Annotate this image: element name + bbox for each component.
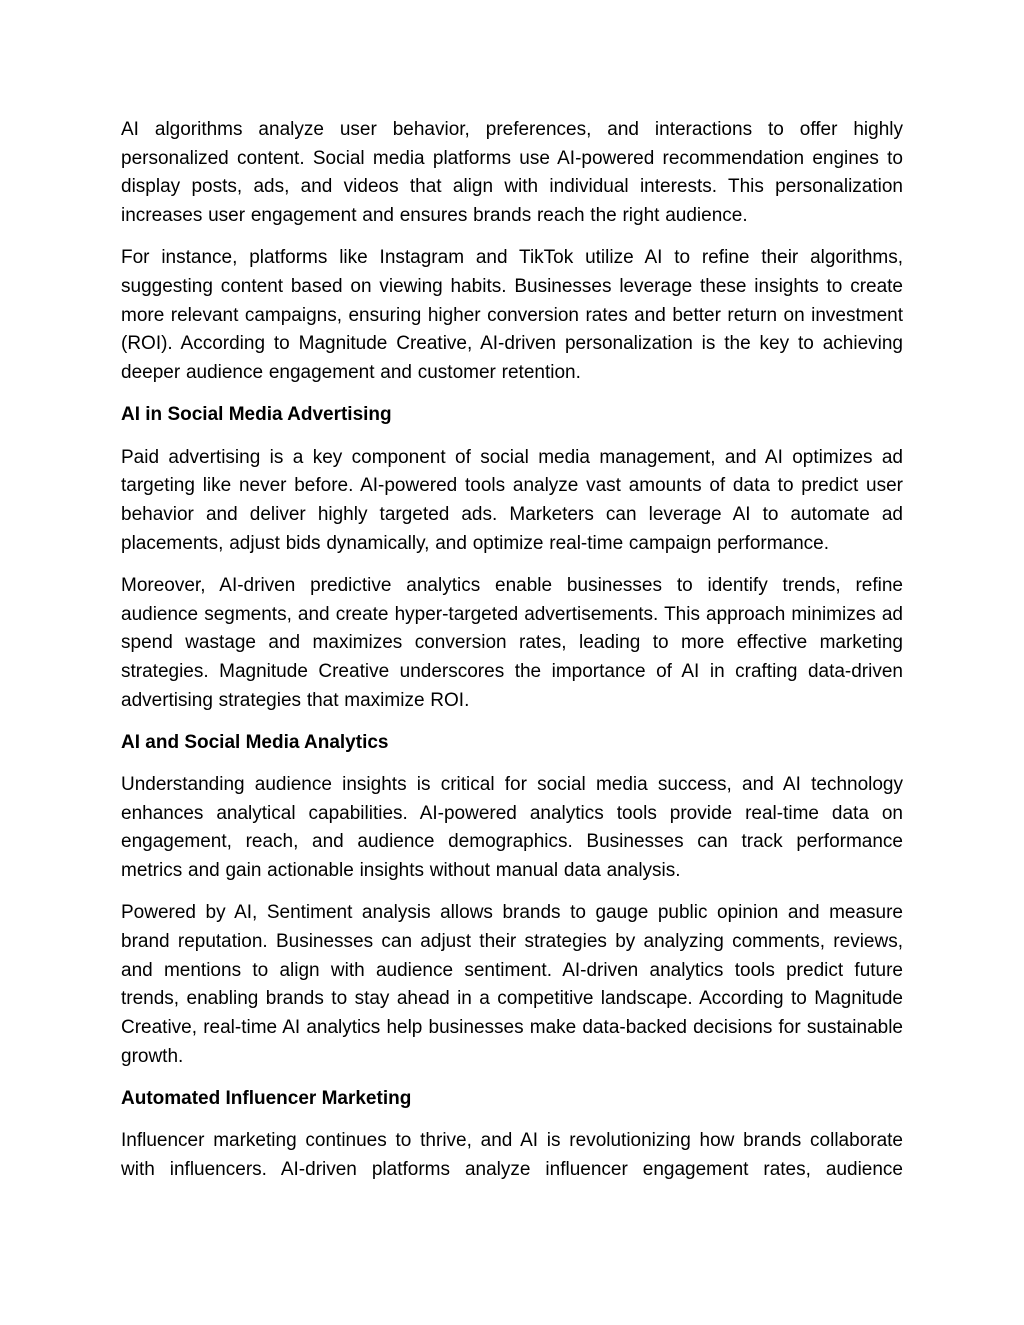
paragraph-audience-insights: Understanding audience insights is critical for social media success, and AI technology enhances analytical capabilities. AI-powered analytics tools provide real-time data on engagement, reach, and audience demographics. Businesses can track performance metrics and gain actionable insights without manual data analysis. bbox=[121, 774, 903, 882]
document-body bbox=[121, 116, 903, 1198]
heading-ai-and-social-media-analytics: AI and Social Media Analytics bbox=[121, 731, 389, 753]
paragraph-influencer-marketing: Influencer marketing continues to thrive, and AI is revolutionizing how brands collaborate with influencers. AI-driven platforms analyze influencer engagement rates, audience bbox=[121, 1130, 903, 1180]
paragraph-platform-examples: For instance, platforms like Instagram and TikTok utilize AI to refine their algorithms, suggesting content based on viewing habits. Businesses leverage these insights to create more relevant campaigns, ensuring higher conversion rates and better return on investment (ROI). According to Magnitude Creative, AI-driven personalization is the key to achieving deeper audience engagement and customer retention. bbox=[121, 247, 903, 384]
paragraph-paid-advertising: Paid advertising is a key component of social media management, and AI optimizes ad targeting like never before. AI-powered tools analyze vast amounts of data to predict user behavior and deliver highly targeted ads. Marketers can leverage AI to automate ad placements, adjust bids dynamically, and optimize real-time campaign performance. bbox=[121, 446, 903, 554]
heading-ai-in-social-media-advertising: AI in Social Media Advertising bbox=[121, 404, 392, 426]
heading-automated-influencer-marketing: Automated Influencer Marketing bbox=[121, 1088, 412, 1110]
paragraph-predictive-analytics: Moreover, AI-driven predictive analytics enable businesses to identify trends, refine audience segments, and create hyper-targeted advertisements. This approach minimizes ad spend wastage and maximizes conversion rates, leading to more effective marketing strategies. Magnitude Creative underscores the importance of AI in crafting data-driven advertising strategies that maximize ROI. bbox=[121, 574, 903, 711]
paragraph-personalization: AI algorithms analyze user behavior, preferences, and interactions to offer highly personalized content. Social media platforms use AI-powered recommendation engines to display posts, ads, and videos that align with individual interests. This personalization increases user engagement and ensures brands reach the right audience. bbox=[121, 119, 903, 227]
paragraph-sentiment-analysis: Powered by AI, Sentiment analysis allows brands to gauge public opinion and measure brand reputation. Businesses can adjust their strategies by analyzing comments, reviews, and mentions to align with audience sentiment. AI-driven analytics tools predict future trends, enabling brands to stay ahead in a competitive landscape. According to Magnitude Creative, real-time AI analytics help businesses make data-backed decisions for sustainable growth. bbox=[121, 902, 903, 1067]
